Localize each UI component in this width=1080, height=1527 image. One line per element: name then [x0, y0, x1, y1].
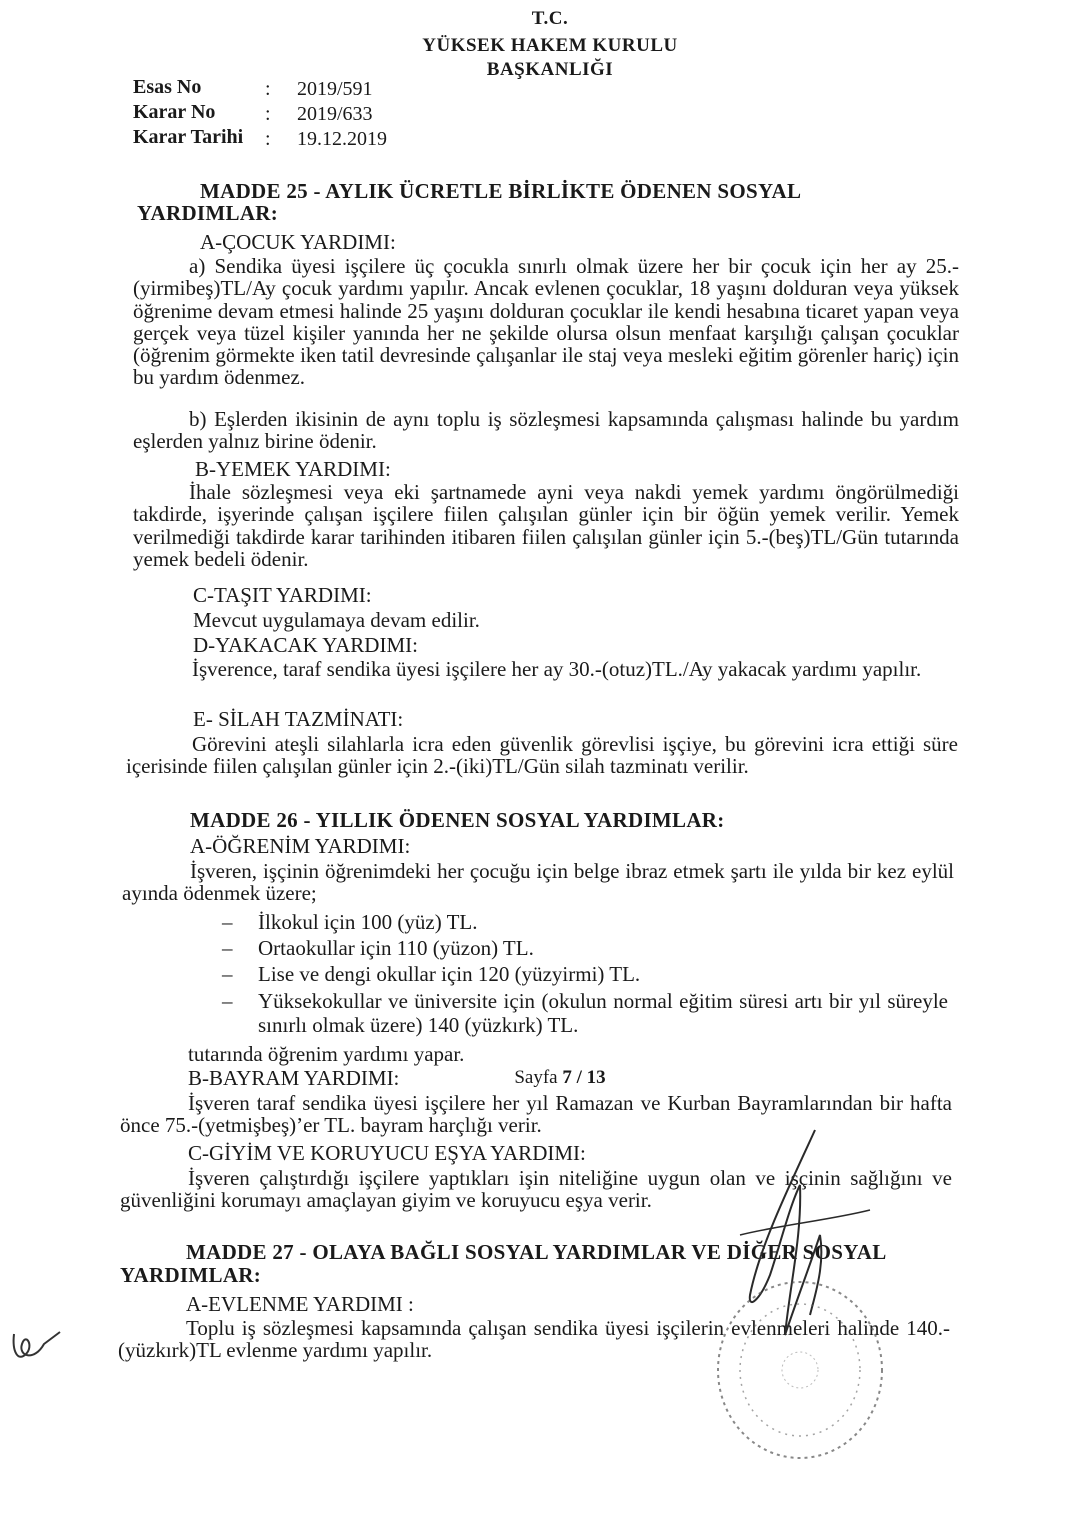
- list-dash: –: [222, 989, 233, 1013]
- official-seal-stamp: [705, 1270, 895, 1470]
- meta-value-karar: 2019/633: [297, 103, 373, 125]
- paragraph-yakacak: [126, 658, 958, 680]
- header-institution: YÜKSEK HAKEM KURULU: [422, 35, 678, 56]
- list-item-lise: [222, 962, 948, 987]
- section-cocuk-yardimi: A-ÇOCUK YARDIMI:: [200, 230, 396, 254]
- meta-value-tarih: 19.12.2019: [297, 128, 387, 150]
- paragraph-cocuk-b: [133, 408, 959, 453]
- article-27-title-cont: YARDIMLAR:: [120, 1263, 262, 1287]
- article-26-title: MADDE 26 - YILLIK ÖDENEN SOSYAL YARDIMLAR:: [190, 808, 725, 832]
- section-yakacak-yardimi: D-YAKACAK YARDIMI:: [193, 633, 418, 657]
- paragraph-cocuk-b-text: b) Eşlerden ikisinin de aynı toplu iş sözleşmesi kapsamında çalışması halinde bu yardım eşlerden yalnız birine ödenir.: [133, 407, 959, 454]
- paragraph-silah: [126, 733, 958, 778]
- section-silah-tazminati: E- SİLAH TAZMİNATI:: [193, 707, 404, 731]
- paragraph-bayram-text: İşveren taraf sendika üyesi işçilere her yıl Ramazan ve Kurban Bayramlarından bir hafta önce 75.-(yetmişbeş)’er TL. bayram harçlığı verir.: [120, 1091, 952, 1138]
- list-item-yuksekokul: [222, 989, 948, 1037]
- meta-label-karar: Karar No: [133, 101, 216, 123]
- list-item-ortaokul: [222, 936, 948, 961]
- section-giyim-yardimi: C-GİYİM VE KORUYUCU EŞYA YARDIMI:: [188, 1141, 586, 1165]
- meta-label-tarih: Karar Tarihi: [133, 126, 244, 148]
- header-tc: T.C.: [531, 8, 569, 29]
- article-25-title-cont: YARDIMLAR:: [137, 201, 279, 225]
- paragraph-yemek-text: İhale sözleşmesi veya eki şartnamede ayni veya nakdi yemek yardımı öngörülmediği takdirde, işyerinde çalışan işçilere fiilen çalışılan günler için bir öğün yemek verilir. Yemek verilmediği takdirde karar tarihinden itibaren fiilen çalışılan günler için 5.-(beş)TL/Gün tutarında yemek bedeli ödenir.: [133, 480, 959, 571]
- article-25-title: MADDE 25 - AYLIK ÜCRETLE BİRLİKTE ÖDENEN SOSYAL: [200, 179, 802, 203]
- section-evlenme-yardimi: A-EVLENME YARDIMI :: [186, 1292, 414, 1316]
- paragraph-yemek: [133, 481, 959, 570]
- section-bayram-yardimi: B-BAYRAM YARDIMI:: [188, 1066, 400, 1090]
- meta-label-esas: Esas No: [133, 76, 202, 98]
- list-dash: –: [222, 962, 233, 986]
- paragraph-giyim-text: İşveren çalıştırdığı işçilere yaptıkları işin niteliğine uygun olan ve işçinin sağlığını ve güvenliğini korumayı amaçlayan giyim ve koruyucu eşya verir.: [120, 1166, 952, 1213]
- article-27-title: MADDE 27 - OLAYA BAĞLI SOSYAL YARDIMLAR VE DİĞER SOSYAL: [186, 1240, 887, 1264]
- paragraph-cocuk-a: [133, 255, 959, 389]
- list-item-ortaokul-text: Ortaokullar için 110 (yüzon) TL.: [258, 936, 534, 960]
- list-item-yuksekokul-text: Yüksekokullar ve üniversite için (okulun normal eğitim süresi artı bir yıl süreyle sınırlı olmak üzere) 140 (yüzkırk) TL.: [258, 989, 948, 1037]
- list-item-ilkokul-text: İlkokul için 100 (yüz) TL.: [258, 910, 478, 934]
- page-number-prefix: Sayfa: [514, 1067, 558, 1088]
- meta-sep-tarih: :: [265, 128, 271, 150]
- header-presidency: BAŞKANLIĞI: [486, 59, 614, 80]
- section-ogrenim-yardimi: A-ÖĞRENİM YARDIMI:: [190, 834, 411, 858]
- paragraph-ogrenim-end: tutarında öğrenim yardımı yapar.: [188, 1042, 465, 1066]
- paragraph-tasit: Mevcut uygulamaya devam edilir.: [193, 608, 480, 632]
- paragraph-cocuk-a-text: a) Sendika üyesi işçilere üç çocukla sınırlı olmak üzere her bir çocuk için her ay 25.-(yirmibeş)TL/Ay çocuk yardımı yapılır. Ancak evlenen çocuklar, 18 yaşını dolduran veya yüksek öğrenime devam etmesi halinde 25 yaşını dolduran çocuklar ile kendi hesabına ticaret yapan veya gerçek veya tüzel kişiler yanında her ne şekilde olursa olsun menfaat karşılığı çalışan çocuklar (öğrenim görmekte iken tatil devresinde çalışanlar ile staj veya mesleki eğitim görenler hariç) için bu yardım ödenmez.: [133, 254, 959, 390]
- paragraph-silah-text: Görevini ateşli silahlarla icra eden güvenlik görevlisi işçiye, bu görevini icra ettiği süre içerisinde fiilen çalışılan günler için 2.-(iki)TL/Gün silah tazminatı verilir.: [126, 732, 958, 779]
- section-yemek-yardimi: B-YEMEK YARDIMI:: [195, 457, 391, 481]
- list-dash: –: [222, 936, 233, 960]
- initials-mark: [4, 1322, 64, 1372]
- paragraph-evlenme-text: Toplu iş sözleşmesi kapsamında çalışan sendika üyesi işçilerin evlenmeleri halinde 140.-(yüzkırk)TL evlenme yardımı yapılır.: [118, 1316, 950, 1363]
- page-number-value: 7 / 13: [562, 1067, 606, 1088]
- list-item-lise-text: Lise ve dengi okullar için 120 (yüzyirmi) TL.: [258, 962, 641, 986]
- section-tasit-yardimi: C-TAŞIT YARDIMI:: [193, 583, 372, 607]
- meta-sep-karar: :: [265, 103, 271, 125]
- list-item-ilkokul: [222, 910, 948, 935]
- paragraph-ogrenim-text: İşveren, işçinin öğrenimdeki her çocuğu için belge ibraz etmek şartı ile yılda bir kez eylül ayında ödenmek üzere;: [122, 859, 954, 906]
- paragraph-ogrenim: [122, 860, 954, 905]
- meta-sep-esas: :: [265, 78, 271, 100]
- list-dash: –: [222, 910, 233, 934]
- meta-value-esas: 2019/591: [297, 78, 373, 100]
- page-number: [20, 1067, 1080, 1089]
- paragraph-yakacak-text: İşverence, taraf sendika üyesi işçilere her ay 30.-(otuz)TL./Ay yakacak yardımı yapılır.: [192, 657, 922, 681]
